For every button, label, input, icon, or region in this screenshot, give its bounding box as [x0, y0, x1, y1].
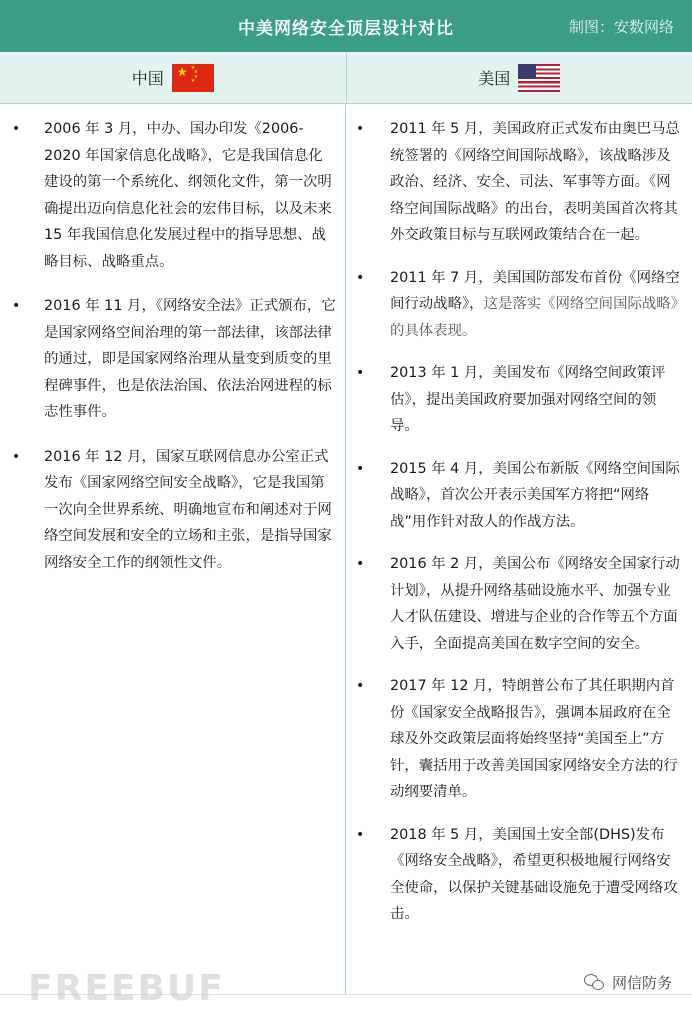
wechat-icon [584, 974, 606, 992]
bullet: • [356, 556, 365, 572]
item-text-highlight: 这是落实《网络空间国际战略》的具体表现。 [390, 296, 678, 339]
bullet: • [356, 365, 365, 381]
list-item [346, 456, 692, 536]
list-item [0, 116, 345, 275]
item-text: 2017 年 12 月，特朗普公布了其任职期内首份《国家安全战略报告》，强调本届政府在全球及外交政策层面将始终坚持“美国至上”方针，囊括用于改善美国国家网络安全方法的行动纲要清单。 [390, 678, 678, 800]
list-item [0, 293, 345, 426]
china-flag-icon: ★ ★ ★ ★ ★ [172, 64, 214, 92]
bullet: • [12, 298, 21, 314]
list-item [346, 822, 692, 928]
list-item [346, 116, 692, 249]
bullet: • [12, 121, 21, 137]
column-label-usa: 美国 [478, 69, 511, 88]
list-item [0, 444, 345, 577]
item-text: 2015 年 4 月，美国公布新版《网络空间国际战略》，首次公开表示美国军方将把“网络战”用作针对敌人的作战方法。 [390, 460, 680, 530]
list-item [346, 673, 692, 806]
list-item [346, 265, 692, 345]
bullet: • [356, 269, 365, 286]
item-text: 2013 年 1 月，美国发布《网络空间政策评估》，提出美国政府要加强对网络空间的领导。 [390, 365, 666, 434]
column-header-usa [347, 52, 692, 103]
title-bar [0, 0, 692, 52]
item-text: 2016 年 2 月，美国公布《网络安全国家行动计划》，从提升网络基础设施水平、加强专业人才队伍建设、增进与企业的合作等五个方面入手，全面提高美国在数字空间的安全。 [390, 556, 680, 652]
column-header-row [0, 52, 692, 104]
bullet: • [12, 448, 21, 465]
usa-flag-icon [518, 64, 560, 92]
column-label-china: 中国 [131, 69, 164, 88]
column-header-china [0, 52, 347, 103]
list-item [346, 360, 692, 440]
bullet: • [356, 121, 365, 137]
item-text: 2011 年 5 月，美国政府正式发布由奥巴马总统签署的《网络空间国际战略》，该战略涉及政治、经济、安全、司法、军事等方面。《网络空间国际战略》的出台，表明美国首次将其外交政策目标与互联网政策结合在一起。 [390, 121, 680, 243]
item-text: 2006 年 3 月，中办、国办印发《2006-2020 年国家信息化战略》，它是我国信息化建设的第一个系统化、纲领化文件，第一次明确提出迈向信息化社会的宏伟目标，以及未来 15 年我国信息化发展过程中的指导思想、战略目标、战略重点。 [44, 121, 332, 270]
bullet: • [356, 678, 365, 694]
chart-credit: 制图：安数网络 [568, 17, 674, 36]
usa-column [346, 116, 692, 944]
page-title: 中美网络安全顶层设计对比 [238, 18, 454, 39]
bullet: • [356, 826, 365, 843]
item-text: 2016 年 11 月，《网络安全法》正式颁布，它是国家网络空间治理的第一部法律，该部法律的通过，即是国家网络治理从量变到质变的里程碑事件，也是依法治国、依法治网进程的标志性事件。 [44, 298, 336, 420]
list-item [346, 551, 692, 657]
freebuf-watermark: FREEBUF [28, 968, 225, 1009]
bullet: • [356, 460, 365, 477]
item-text: 2011 年 7 月，美国国防部发布首份《网络空间行动战略》， [390, 269, 680, 312]
china-column [0, 116, 345, 594]
wechat-account-name: 网信防务 [611, 974, 672, 992]
item-text: 2018 年 5 月，美国国土安全部(DHS)发布《网络安全战略》，希望更积极地履行网络安全使命，以保护关键基础设施免于遭受网络攻击。 [390, 826, 678, 922]
item-text: 2016 年 12 月，国家互联网信息办公室正式发布《国家网络空间安全战略》，它是我国第一次向全世界系统、明确地宣布和阐述对于网络空间发展和安全的立场和主张，是指导国家网络安全工作的纲领性文件。 [44, 448, 332, 571]
wechat-watermark [584, 972, 672, 993]
